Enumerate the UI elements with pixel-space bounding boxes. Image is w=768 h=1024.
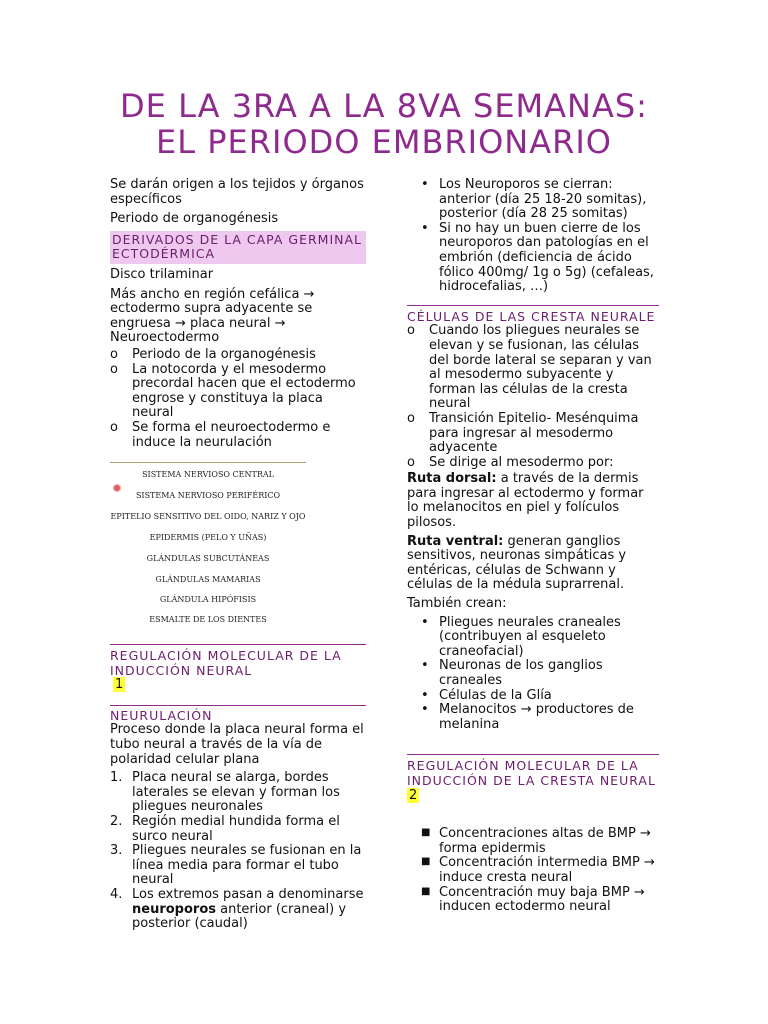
figure-divider	[110, 462, 306, 463]
ectoderm-heading: DERIVADOS DE LA CAPA GERMINAL ECTODÉRMICA	[110, 231, 366, 264]
figure-label: ESMALTE DE LOS DIENTES	[149, 615, 267, 625]
neuropore-list	[407, 178, 659, 295]
list-item: o Cuando los pliegues neurales se elevan y se fusionan, las células del borde lateral se separan y van al mesodermo subyacente y forman las células de la cresta neural	[407, 323, 652, 412]
figure-label: SISTEMA NERVIOSO PERIFÉRICO	[135, 491, 281, 501]
regulation-neural-heading: REGULACIÓN MOLECULAR DE LA INDUCCIÓN NEURAL	[110, 644, 366, 678]
list-item: o Transición Epitelio- Mesénquima para ingresar al mesodermo adyacente	[407, 410, 639, 456]
figure-label: GLÁNDULA HIPÓFISIS	[159, 595, 257, 605]
bmp-list	[407, 827, 659, 915]
list-item: ■ Concentración intermedia BMP → induce cresta neural	[421, 855, 655, 885]
intro-organogenesis: Periodo de organogénesis	[110, 211, 279, 227]
title-line-1: DE LA 3RA A LA 8VA SEMANAS:	[120, 87, 648, 125]
list-item: 2. Región medial hundida forma el surco neural	[110, 814, 340, 844]
reference-number: 2	[409, 787, 418, 803]
figure-label: GLÁNDULAS SUBCUTÁNEAS	[146, 554, 270, 564]
dorsal-route-text: Ruta dorsal: a través de la dermis para ingresar al ectodermo y formar lo melanocitos en piel y folículos pilosos.	[407, 471, 644, 531]
ventral-route-text: Ruta ventral: generan ganglios sensitivos, neuronas simpáticas y entéricas, células de Schwann y células de la médula suprarrenal.	[407, 533, 627, 593]
list-item: ■ Concentración muy baja BMP → inducen ectodermo neural	[421, 884, 645, 915]
ancho-text: Más ancho en región cefálica → ectodermo supra adyacente se engruesa → placa neural → Neuroectodermo	[110, 286, 315, 346]
reference-number: 1	[115, 677, 124, 693]
neurulation-steps	[110, 771, 366, 932]
left-column	[110, 178, 366, 932]
list-item: o Se dirige al mesodermo por:	[407, 454, 614, 470]
figure-label: GLÁNDULAS MAMARIAS	[155, 575, 261, 585]
derivatives-list	[407, 616, 659, 733]
ectoderm-derivatives-figure	[110, 460, 306, 630]
neural-crest-heading: CÉLULAS DE LAS CRESTA NEURALE	[407, 305, 659, 325]
list-item: • Neuronas de los ganglios craneales	[421, 658, 603, 688]
list-item: ■ Concentraciones altas de BMP → forma epidermis	[421, 826, 651, 856]
title-line-2: EL PERIODO EMBRIONARIO	[156, 123, 612, 161]
ectoderm-list	[110, 348, 366, 450]
regulation-crest-heading: REGULACIÓN MOLECULAR DE LA INDUCCIÓN DE LA CRESTA NEURAL	[407, 754, 659, 788]
list-item: o Periodo de la organogénesis	[110, 346, 316, 362]
intro-text: Se darán origen a los tejidos y órganos específicos	[110, 177, 364, 207]
list-item: 1. Placa neural se alarga, bordes laterales se elevan y forman los pliegues neuronales	[110, 770, 340, 815]
tambien-text: También crean:	[407, 596, 507, 612]
figure-label: EPITELIO SENSITIVO DEL OIDO, NARIZ Y OJO	[110, 512, 306, 522]
figure-label: SISTEMA NERVIOSO CENTRAL	[142, 470, 274, 480]
figure-label: EPIDERMIS (PELO Y UÑAS)	[149, 533, 267, 543]
page-title	[0, 88, 768, 160]
list-item: • Melanocitos → productores de melanina	[421, 702, 634, 732]
right-column	[407, 178, 659, 915]
list-item: 3. Pliegues neurales se fusionan en la línea media para formar el tubo neural	[110, 843, 362, 888]
list-item: o La notocorda y el mesodermo precordal hacen que el ectodermo engrose y constituya la placa neural	[110, 361, 356, 421]
neurulation-heading: NEURULACIÓN	[110, 705, 366, 724]
list-item: • Células de la Glía	[421, 687, 552, 703]
list-item: • Pliegues neurales craneales (contribuyen al esqueleto craneofacial)	[421, 614, 621, 659]
neurulation-text: Proceso donde la placa neural forma el tubo neural a través de la vía de polaridad celular plana	[110, 722, 364, 767]
list-item: 4. Los extremos pasan a denominarse neuroporos anterior (craneal) y posterior (caudal)	[110, 887, 364, 932]
list-item: o Se forma el neuroectodermo e induce la neurulación	[110, 419, 331, 450]
disco-text: Disco trilaminar	[110, 266, 214, 282]
list-item: • Los Neuroporos se cierran: anterior (día 25 18-20 somitas), posterior (día 28 25 somitas)	[421, 177, 647, 222]
neural-crest-list	[407, 324, 659, 470]
list-item: • Si no hay un buen cierre de los neuroporos dan patologías en el embrión (deficiencia de ácido fólico 400mg/ 1g o 5g) (cefaleas, hidrocefalias, …)	[421, 220, 654, 295]
